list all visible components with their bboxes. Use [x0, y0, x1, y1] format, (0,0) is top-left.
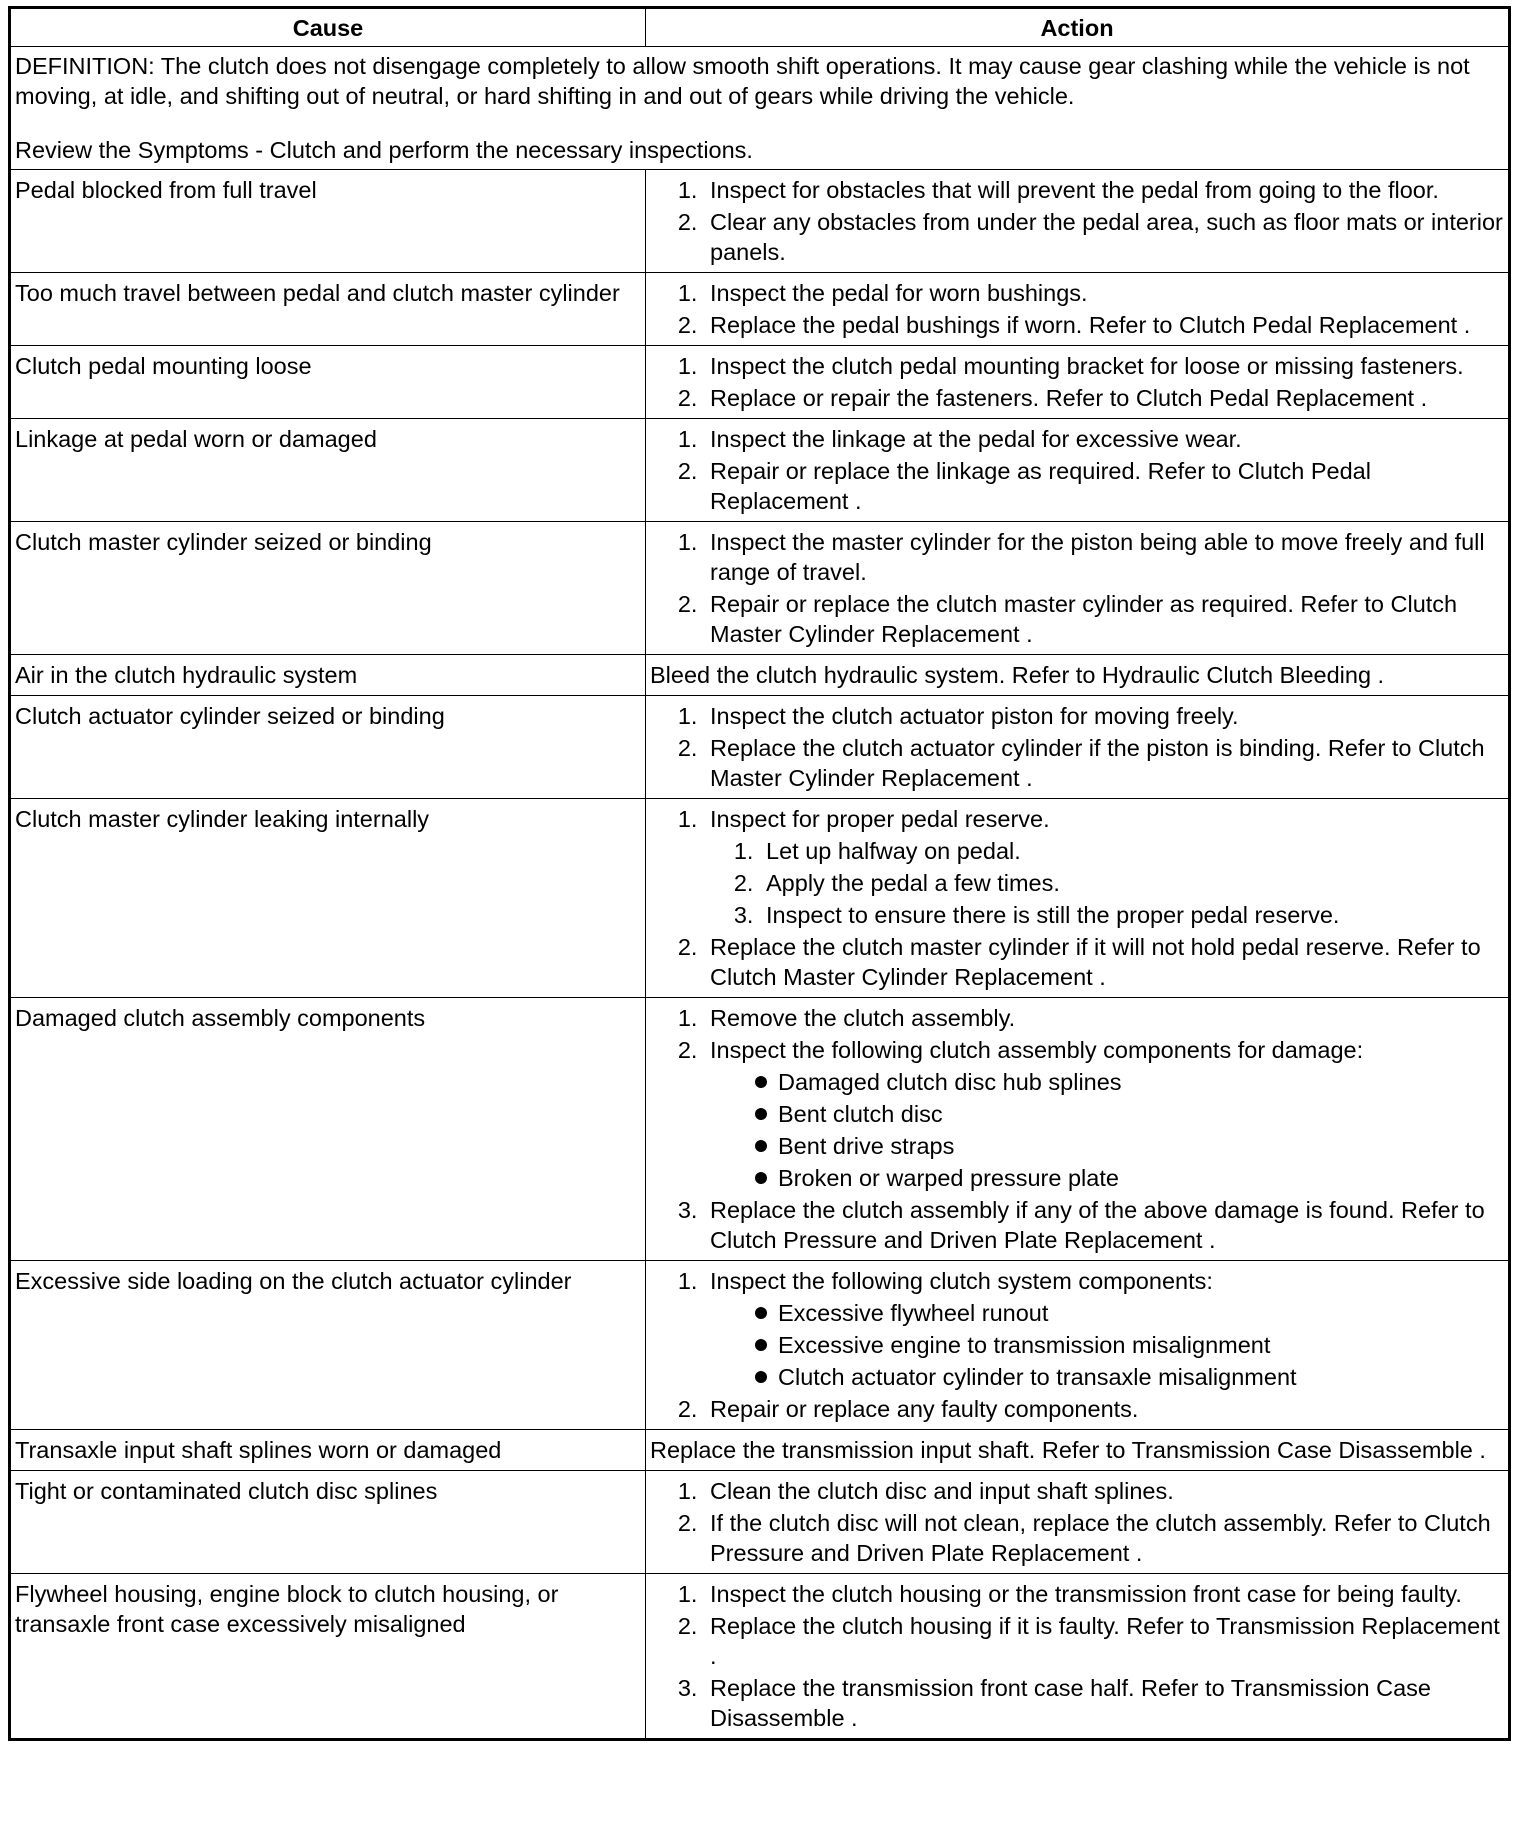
- action-step-text: Inspect for obstacles that will prevent the pedal from going to the floor.: [710, 177, 1439, 203]
- action-bullet-item: Broken or warped pressure plate: [756, 1163, 1504, 1193]
- action-step: [704, 701, 1504, 731]
- action-step-text: Replace the pedal bushings if worn. Refer to Clutch Pedal Replacement .: [710, 312, 1471, 338]
- action-steps-list: [650, 351, 1504, 413]
- definition-text: DEFINITION: The clutch does not disengage completely to allow smooth shift operations. It may cause gear clashing while the vehicle is not moving, at idle, and shifting out of neutral, or hard shifting in and out of gears while driving the vehicle.: [15, 53, 1470, 109]
- definition-cell: [10, 47, 1510, 170]
- action-step: [704, 1611, 1504, 1671]
- table-row: [10, 1471, 1510, 1574]
- cause-cell: Clutch master cylinder seized or binding: [10, 522, 646, 655]
- action-cell: [646, 655, 1510, 696]
- action-steps-list: [650, 175, 1504, 267]
- action-step: [704, 278, 1504, 308]
- action-steps-list: [650, 1266, 1504, 1424]
- action-step: [704, 1266, 1504, 1392]
- table-row: [10, 1430, 1510, 1471]
- action-cell: [646, 696, 1510, 799]
- action-steps-list: [650, 1579, 1504, 1733]
- table-row: [10, 273, 1510, 346]
- cause-cell: Too much travel between pedal and clutch master cylinder: [10, 273, 646, 346]
- action-step: [704, 424, 1504, 454]
- action-step-text: Inspect the clutch pedal mounting bracket for loose or missing fasteners.: [710, 353, 1464, 379]
- action-step: [704, 527, 1504, 587]
- action-step: [704, 733, 1504, 793]
- header-row: [10, 8, 1510, 47]
- action-step-text: Replace the transmission front case half. Refer to Transmission Case Disassemble .: [710, 1675, 1431, 1731]
- table-row: [10, 1574, 1510, 1740]
- action-step-text: Inspect the clutch actuator piston for moving freely.: [710, 703, 1239, 729]
- action-step: [704, 207, 1504, 267]
- action-step: [704, 351, 1504, 381]
- action-cell: [646, 346, 1510, 419]
- action-step: [704, 1003, 1504, 1033]
- action-bullet-item: Bent clutch disc: [756, 1099, 1504, 1129]
- action-bullet-item: Clutch actuator cylinder to transaxle misalignment: [756, 1362, 1504, 1392]
- action-bullet-list: [710, 1298, 1504, 1392]
- cause-cell: Clutch master cylinder leaking internally: [10, 799, 646, 998]
- diagnostic-table-sheet: [8, 6, 1508, 1741]
- action-bullet-list: [710, 1067, 1504, 1193]
- action-step-text: If the clutch disc will not clean, replace the clutch assembly. Refer to Clutch Pressure and Driven Plate Replacement .: [710, 1510, 1491, 1566]
- cause-cell: Damaged clutch assembly components: [10, 998, 646, 1261]
- action-step: [704, 589, 1504, 649]
- cause-cell: Pedal blocked from full travel: [10, 170, 646, 273]
- action-steps-list: [650, 701, 1504, 793]
- cause-cell: Flywheel housing, engine block to clutch housing, or transaxle front case excessively misaligned: [10, 1574, 646, 1740]
- action-step: [704, 1673, 1504, 1733]
- action-step-text: Inspect the pedal for worn bushings.: [710, 280, 1088, 306]
- action-step-text: Replace or repair the fasteners. Refer to Clutch Pedal Replacement .: [710, 385, 1428, 411]
- action-step-text: Inspect the master cylinder for the piston being able to move freely and full range of travel.: [710, 529, 1485, 585]
- action-step: [704, 1508, 1504, 1568]
- action-steps-list: [650, 527, 1504, 649]
- cause-cell: Clutch pedal mounting loose: [10, 346, 646, 419]
- table-row: [10, 170, 1510, 273]
- action-cell: [646, 170, 1510, 273]
- action-step-text: Clean the clutch disc and input shaft splines.: [710, 1478, 1174, 1504]
- action-step: [704, 175, 1504, 205]
- action-cell: [646, 998, 1510, 1261]
- action-step-text: Inspect the clutch housing or the transmission front case for being faulty.: [710, 1581, 1462, 1607]
- action-step-text: Replace the clutch housing if it is faulty. Refer to Transmission Replacement .: [710, 1613, 1500, 1669]
- action-substeps-list: [710, 836, 1504, 930]
- action-step-text: Inspect for proper pedal reserve.: [710, 806, 1050, 832]
- action-step-text: Replace the clutch actuator cylinder if the piston is binding. Refer to Clutch Master Cylinder Replacement .: [710, 735, 1485, 791]
- table-row: [10, 696, 1510, 799]
- action-bullet-item: Excessive engine to transmission misalignment: [756, 1330, 1504, 1360]
- action-cell: [646, 419, 1510, 522]
- action-bullet-item: Damaged clutch disc hub splines: [756, 1067, 1504, 1097]
- action-cell: [646, 273, 1510, 346]
- table-row: [10, 998, 1510, 1261]
- cause-cell: Transaxle input shaft splines worn or damaged: [10, 1430, 646, 1471]
- action-substep: 1. Let up halfway on pedal.: [760, 836, 1504, 866]
- action-bullet-item: Excessive flywheel runout: [756, 1298, 1504, 1328]
- action-text: Bleed the clutch hydraulic system. Refer to Hydraulic Clutch Bleeding .: [650, 662, 1385, 688]
- action-steps-list: [650, 1476, 1504, 1568]
- action-column-header: Action: [646, 8, 1510, 47]
- action-cell: [646, 522, 1510, 655]
- action-step: [704, 1035, 1504, 1193]
- action-step-text: Replace the clutch assembly if any of the above damage is found. Refer to Clutch Pressure and Driven Plate Replacement .: [710, 1197, 1485, 1253]
- action-steps-list: [650, 1003, 1504, 1255]
- action-step: [704, 1476, 1504, 1506]
- action-bullet-item: Bent drive straps: [756, 1131, 1504, 1161]
- action-step: [704, 1579, 1504, 1609]
- cause-column-header: Cause: [10, 8, 646, 47]
- action-step-text: Inspect the following clutch system components:: [710, 1268, 1213, 1294]
- action-step: [704, 383, 1504, 413]
- table-row: [10, 1261, 1510, 1430]
- action-step-text: Inspect the linkage at the pedal for excessive wear.: [710, 426, 1242, 452]
- action-step: [704, 1394, 1504, 1424]
- cause-cell: Air in the clutch hydraulic system: [10, 655, 646, 696]
- action-steps-list: [650, 424, 1504, 516]
- action-substep: 2. Apply the pedal a few times.: [760, 868, 1504, 898]
- table-body: [10, 47, 1510, 1740]
- action-cell: [646, 799, 1510, 998]
- action-step-text: Repair or replace any faulty components.: [710, 1396, 1139, 1422]
- table-row: [10, 655, 1510, 696]
- action-step-text: Repair or replace the clutch master cylinder as required. Refer to Clutch Master Cylinder Replacement .: [710, 591, 1458, 647]
- action-cell: [646, 1261, 1510, 1430]
- table-row: [10, 522, 1510, 655]
- action-step-text: Clear any obstacles from under the pedal area, such as floor mats or interior panels.: [710, 209, 1503, 265]
- action-cell: [646, 1471, 1510, 1574]
- action-cell: [646, 1574, 1510, 1740]
- action-step: [704, 310, 1504, 340]
- action-step-text: Replace the clutch master cylinder if it will not hold pedal reserve. Refer to Clutch Master Cylinder Replacement .: [710, 934, 1481, 990]
- cause-cell: Clutch actuator cylinder seized or binding: [10, 696, 646, 799]
- action-steps-list: [650, 804, 1504, 992]
- action-step-text: Inspect the following clutch assembly components for damage:: [710, 1037, 1364, 1063]
- table-row: [10, 799, 1510, 998]
- definition-note: Review the Symptoms - Clutch and perform the necessary inspections.: [15, 137, 753, 163]
- action-cell: [646, 1430, 1510, 1471]
- action-step-text: Repair or replace the linkage as required. Refer to Clutch Pedal Replacement .: [710, 458, 1371, 514]
- action-step: [704, 932, 1504, 992]
- table-row: [10, 419, 1510, 522]
- diagnostic-table: [8, 6, 1511, 1741]
- action-step: [704, 1195, 1504, 1255]
- action-text: Replace the transmission input shaft. Refer to Transmission Case Disassemble .: [650, 1437, 1486, 1463]
- action-step: [704, 456, 1504, 516]
- action-steps-list: [650, 278, 1504, 340]
- cause-cell: Tight or contaminated clutch disc splines: [10, 1471, 646, 1574]
- action-step-text: Remove the clutch assembly.: [710, 1005, 1016, 1031]
- cause-cell: Excessive side loading on the clutch actuator cylinder: [10, 1261, 646, 1430]
- action-step: [704, 804, 1504, 930]
- table-row: [10, 346, 1510, 419]
- cause-cell: Linkage at pedal worn or damaged: [10, 419, 646, 522]
- definition-row: [10, 47, 1510, 170]
- action-substep: 3. Inspect to ensure there is still the proper pedal reserve.: [760, 900, 1504, 930]
